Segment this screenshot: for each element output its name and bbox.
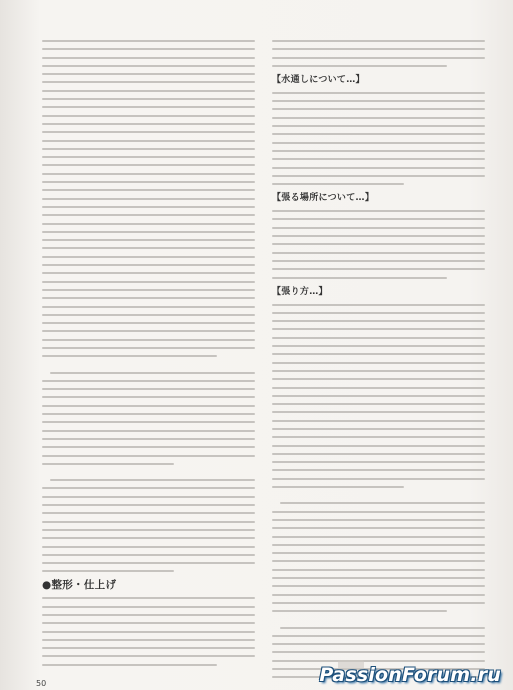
body-paragraph [272,304,485,489]
section-heading-finishing: ●整形・仕上げ [42,579,117,592]
page-number: 50 [36,679,47,688]
right-column [272,40,485,685]
body-paragraph [42,479,255,572]
body-paragraph [272,502,485,612]
watermark-logo: PassionForum.ru [319,664,501,686]
body-paragraph [42,40,255,357]
section-heading-stretch-place: 【張る場所について…】 [272,193,375,204]
body-paragraph [272,210,485,278]
section-heading-stretch-method: 【張り方…】 [272,286,328,297]
section-heading-water-through: 【水通しについて…】 [272,74,365,85]
body-paragraph [42,597,255,665]
body-paragraph [272,92,485,185]
body-paragraph [42,372,255,465]
left-column [42,40,255,672]
body-paragraph [272,40,485,67]
